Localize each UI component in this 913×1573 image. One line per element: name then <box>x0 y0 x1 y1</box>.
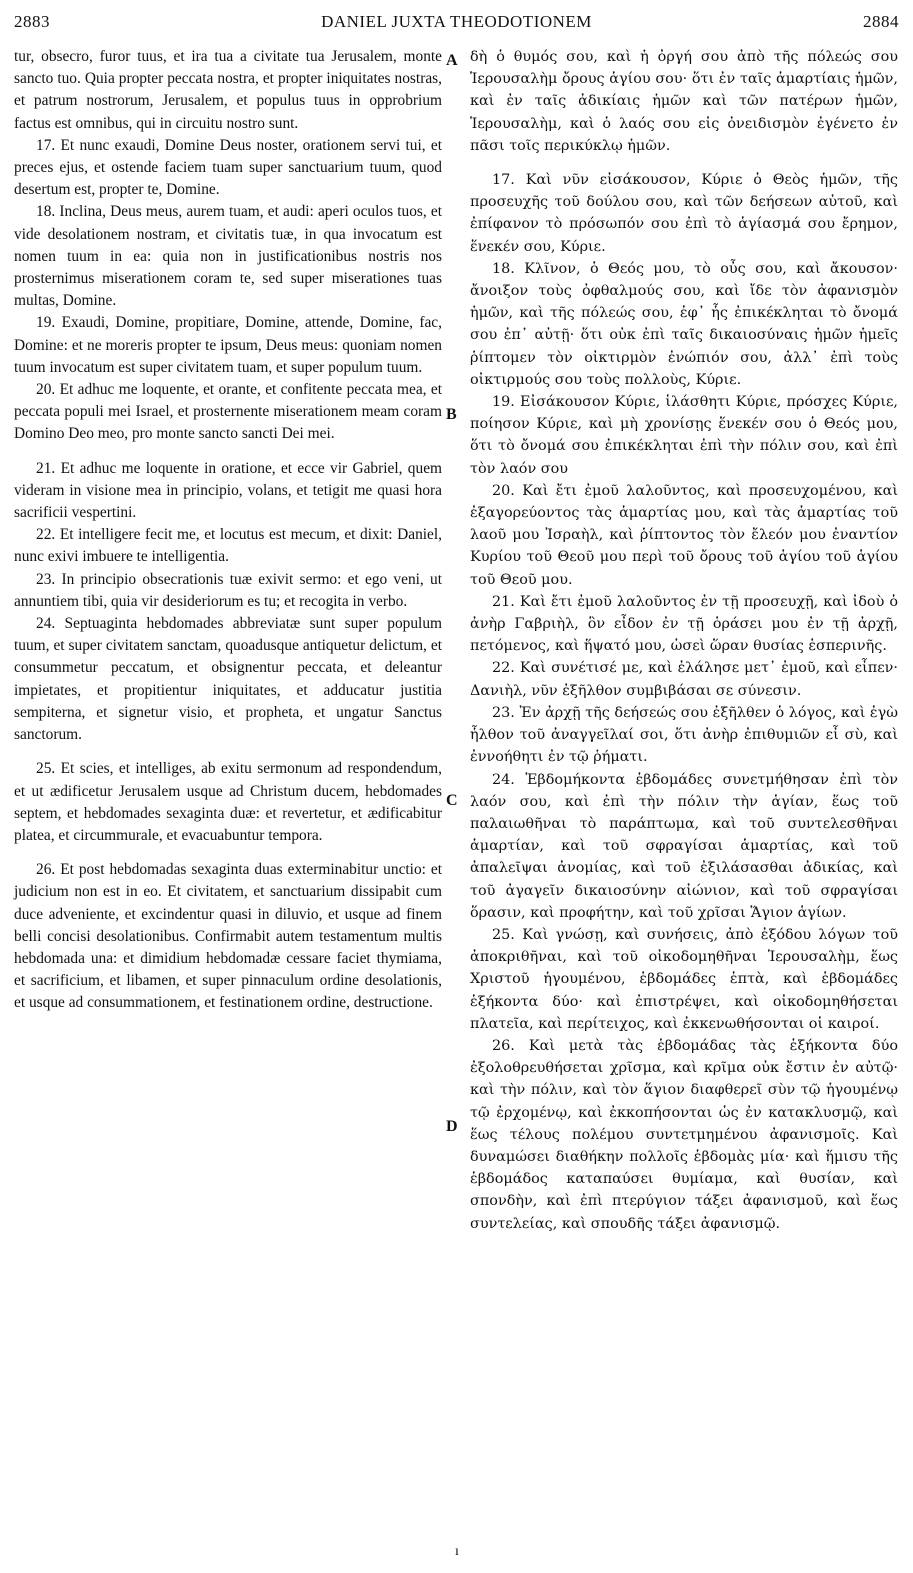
spacer <box>14 446 442 458</box>
latin-verse-24: 24. Septuaginta hebdomades abbreviatæ sunt super populum tuum, et super civitatem sanctam, quoadusque antiquetur delictum, et consummetur peccatum, et obsignentur peccata, et deleantur impietates, et propitientur iniquitates, et adducatur justitia sempiterna, et signetur visio, et propheta, et ungatur Sanctus sanctorum. <box>14 615 442 744</box>
latin-verse-21: 21. Et adhuc me loquente in oratione, et ecce vir Gabriel, quem videram in visione mea in principio, volans, et tetigit me quasi hora sacrificii vespertini. <box>14 459 442 522</box>
marker-a: A <box>446 52 458 69</box>
marker-b: B <box>446 406 457 423</box>
greek-column <box>470 46 898 1235</box>
spacer <box>14 746 442 758</box>
greek-verse-25: 25. Καὶ γνώσῃ, καὶ συνήσεις, ἀπὸ ἐξόδου λόγων τοῦ ἀποκριθῆναι, καὶ τοῦ οἰκοδομηθῆναι Ἱερουσαλὴμ, ἕως Χριστοῦ ἡγουμένου, ἑβδομάδες ἑπτὰ, καὶ ἑβδομάδες ἑξήκοντα δύο· καὶ ἐπιστρέψει, καὶ οἰκοδομηθήσεται πλατεῖα, καὶ περίτειχος, καὶ ἐκκενωθήσονται οἱ καιροί. <box>470 926 898 1032</box>
greek-verse-18: 18. Κλῖνον, ὁ Θεός μου, τὸ οὖς σου, καὶ ἄκουσον· ἄνοιξον τοὺς ὀφθαλμούς σου, καὶ ἴδε τὸν ἀφανισμὸν ἡμῶν, καὶ τῆς πόλεώς σου, ἐφ᾽ ἧς ἐπικέκληται τὸ ὄνομά σου ἐπ᾽ αὐτῇ· ὅτι οὐκ ἐπὶ ταῖς δικαιοσύναις ἡμῶν ἡμεῖς ῥίπτομεν τὸν οἰκτιρμὸν ἐνώπιόν σου, ἀλλ᾽ ἐπὶ τοὺς οἰκτιρμούς σου τοὺς πολλοὺς, Κύριε. <box>470 260 898 388</box>
latin-verse-17: 17. Et nunc exaudi, Domine Deus noster, orationem servi tui, et preces ejus, et ostende faciem tuam super sanctuarium tuum, quod desertum est, propter te, Domine. <box>14 136 442 199</box>
greek-verse-20: 20. Καὶ ἔτι ἐμοῦ λαλοῦντος, καὶ προσευχομένου, καὶ ἐξαγορεύοντος τὰς ἁμαρτίας μου, καὶ τὰς ἁμαρτίας τοῦ λαοῦ μου Ἰσραὴλ, καὶ ῥίπτοντος τὸν ἔλεόν μου ἐναντίον Κυρίου τοῦ Θεοῦ μου περὶ τοῦ ὄρους τοῦ ἁγίου τοῦ ἁγίου τοῦ Θεοῦ μου. <box>470 482 898 588</box>
latin-verse-25: 25. Et scies, et intelliges, ab exitu sermonum ad respondendum, et ut ædificetur Jerusalem usque ad Christum ducem, hebdomades septem, et hebdomades sexaginta duæ: et revertetur, et ædificabitur platea, et circummurale, et evacuabuntur tempora. <box>14 760 442 844</box>
page-number-right: 2884 <box>863 12 899 31</box>
greek-verse-16-end: δὴ ὁ θυμός σου, καὶ ἡ ὀργή σου ἀπὸ τῆς πόλεώς σου Ἱερουσαλὴμ ὄρους ἁγίου σου· ὅτι ἐν ταῖς ἁμαρτίαις ἡμῶν, καὶ ἐν ταῖς ἀδικίαις ἡμῶν καὶ τῶν πατέρων ἡμῶν, Ἱερουσαλὴμ, καὶ ὁ λαός σου εἰς ὀνειδισμὸν ἐγένετο ἐν πᾶσι τοῖς περικύκλῳ ἡμῶν. <box>470 49 898 154</box>
spacer <box>14 847 442 859</box>
greek-verse-26: 26. Καὶ μετὰ τὰς ἑβδομάδας τὰς ἑξήκοντα δύο ἐξολοθρευθήσεται χρῖσμα, καὶ κρῖμα οὐκ ἔστιν ἐν αὐτῷ· καὶ τὴν πόλιν, καὶ τὸν ἅγιον διαφθερεῖ σὺν τῷ ἡγουμένῳ τῷ ἐρχομένῳ, καὶ ἐκκοπήσονται ὡς ἐν κατακλυσμῷ, καὶ ἕως τέλους πολέμου συντετμημένου ἀφανισμοῖς. Καὶ δυναμώσει διαθήκην πολλοῖς ἑβδομὰς μία· καὶ ἥμισυ τῆς ἑβδομάδος καταπαύσει θυμίαμα, καὶ θυσίαν, καὶ σπονδὴν, καὶ ἐπὶ πτερύγιον τάξει ἀφανισμοῦ, καὶ ἕως συντελείας, καὶ σπουδῆς τάξει ἀφανισμῷ. <box>470 1037 898 1232</box>
latin-column <box>14 46 442 1015</box>
latin-verse-20: 20. Et adhuc me loquente, et orante, et confitente peccata mea, et peccata populi mei Israel, et prosternente miserationem meam coram Domino Deo meo, pro monte sancto sancti Dei mei. <box>14 381 442 443</box>
greek-verse-21: 21. Καὶ ἔτι ἐμοῦ λαλοῦντος ἐν τῇ προσευχῇ, καὶ ἰδοὺ ὁ ἀνὴρ Γαβριὴλ, ὃν εἶδον ἐν τῇ ὁράσει μου ἐν τῇ ἀρχῇ, πετόμενος, καὶ ἥψατό μου, ὡσεὶ ὥραν θυσίας ἑσπερινῆς. <box>470 593 898 655</box>
greek-verse-19: 19. Εἰσάκουσον Κύριε, ἱλάσθητι Κύριε, πρόσχες Κύριε, ποίησον Κύριε, καὶ μὴ χρονίσῃς ἕνεκέν σου ὁ Θεός μου, ὅτι τὸ ὄνομά σου ἐπικέκληται ἐπὶ τὴν πόλιν σου, καὶ ἐπὶ τὸν λαόν σου <box>470 394 898 477</box>
latin-verse-22: 22. Et intelligere fecit me, et locutus est mecum, et dixit: Daniel, nunc exivi imbuere te intelligentia. <box>14 526 442 566</box>
spacer <box>470 157 898 169</box>
latin-verse-19: 19. Exaudi, Domine, propitiare, Domine, attende, Domine, fac, Domine: et ne moreris propter te ipsum, Deus meus: quoniam nomen tuum invocatum est super civitatem tuam, et super populum tuum. <box>14 314 442 376</box>
greek-verse-22: 22. Καὶ συνέτισέ με, καὶ ἐλάλησε μετ᾽ ἐμοῦ, καὶ εἶπεν· Δανιὴλ, νῦν ἐξῆλθον συμβιβάσαι σε σύνεσιν. <box>470 660 898 699</box>
latin-verse-16-end: tur, obsecro, furor tuus, et ira tua a civitate tua Jerusalem, monte sancto tuo. Quia propter peccata nostra, et propter iniquitates nostras, et patrum nostrorum, Jerusalem, et populus tuus in opprobrium factus est omnibus, qui in circuitu nostro sunt. <box>14 48 442 132</box>
greek-verse-24: 24. Ἑβδομήκοντα ἑβδομάδες συνετμήθησαν ἐπὶ τὸν λαόν σου, καὶ ἐπὶ τὴν πόλιν τὴν ἁγίαν, ἕως τοῦ παλαιωθῆναι τὸ παράπτωμα, καὶ τοῦ συντελεσθῆναι ἁμαρτίαν, καὶ τοῦ σφραγίσαι ἁμαρτίας, καὶ τοῦ ἀπαλεῖψαι ἀνομίας, καὶ τοῦ ἐξιλάσασθαι ἀδικίας, καὶ τοῦ ἀγαγεῖν δικαιοσύνην αἰώνιον, καὶ τοῦ σφραγίσαι ὅρασιν, καὶ προφήτην, καὶ τοῦ χρῖσαι Ἅγιον ἁγίων. <box>470 771 898 921</box>
marker-c: C <box>446 792 458 809</box>
greek-verse-23: 23. Ἐν ἀρχῇ τῆς δεήσεώς σου ἐξῆλθεν ὁ λόγος, καὶ ἐγὼ ἦλθον τοῦ ἀναγγεῖλαί σοι, ὅτι ἀνὴρ ἐπιθυμιῶν εἶ σὺ, καὶ ἐννοήθητι ἐν τῷ ῥήματι. <box>470 704 898 766</box>
latin-verse-26: 26. Et post hebdomadas sexaginta duas exterminabitur unctio: et judicium non est in eo. Et civitatem, et sanctuarium dissipabit cum duce adveniente, et excindentur quasi in diluvio, et usque ad finem belli concisi desolationibus. Confirmabit autem testamentum multis hebdomada una: et dimidium hebdomadæ cessare faciet thymiama, et sacrificium, et libamen, et super pinnaculum ordine desolationis, et usque ad consummationem, et festinationem ordine, destructione. <box>14 861 442 1012</box>
latin-verse-18: 18. Inclina, Deus meus, aurem tuam, et audi: aperi oculos tuos, et vide desolationem nostram, et civitatis tuæ, in qua invocatum est nomen tuum in ea: quia non in justificationibus nostris nos prosternimus miserationem coram te, sed super miserationes tuas multas, Domine. <box>14 203 442 310</box>
latin-verse-23: 23. In principio obsecrationis tuæ exivit sermo: et ego veni, ut annuntiem tibi, quia vir desideriorum es tu; et recogita in verbo. <box>14 570 442 610</box>
marker-d: D <box>446 1118 458 1135</box>
running-title: DANIEL JUXTA THEODOTIONEM <box>321 12 592 31</box>
footer-mark: ı <box>455 1544 459 1559</box>
greek-verse-17: 17. Καὶ νῦν εἰσάκουσον, Κύριε ὁ Θεὸς ἡμῶν, τῆς προσευχῆς τοῦ δούλου σου, καὶ τῶν δεήσεων αὐτοῦ, καὶ ἐπίφανον τὸ πρόσωπόν σου ἐπὶ τὸ ἁγίασμά σου ἔρημον, ἕνεκέν σου, Κύριε. <box>470 172 898 255</box>
page-number-left: 2883 <box>14 12 50 31</box>
margin-markers <box>446 0 466 1573</box>
